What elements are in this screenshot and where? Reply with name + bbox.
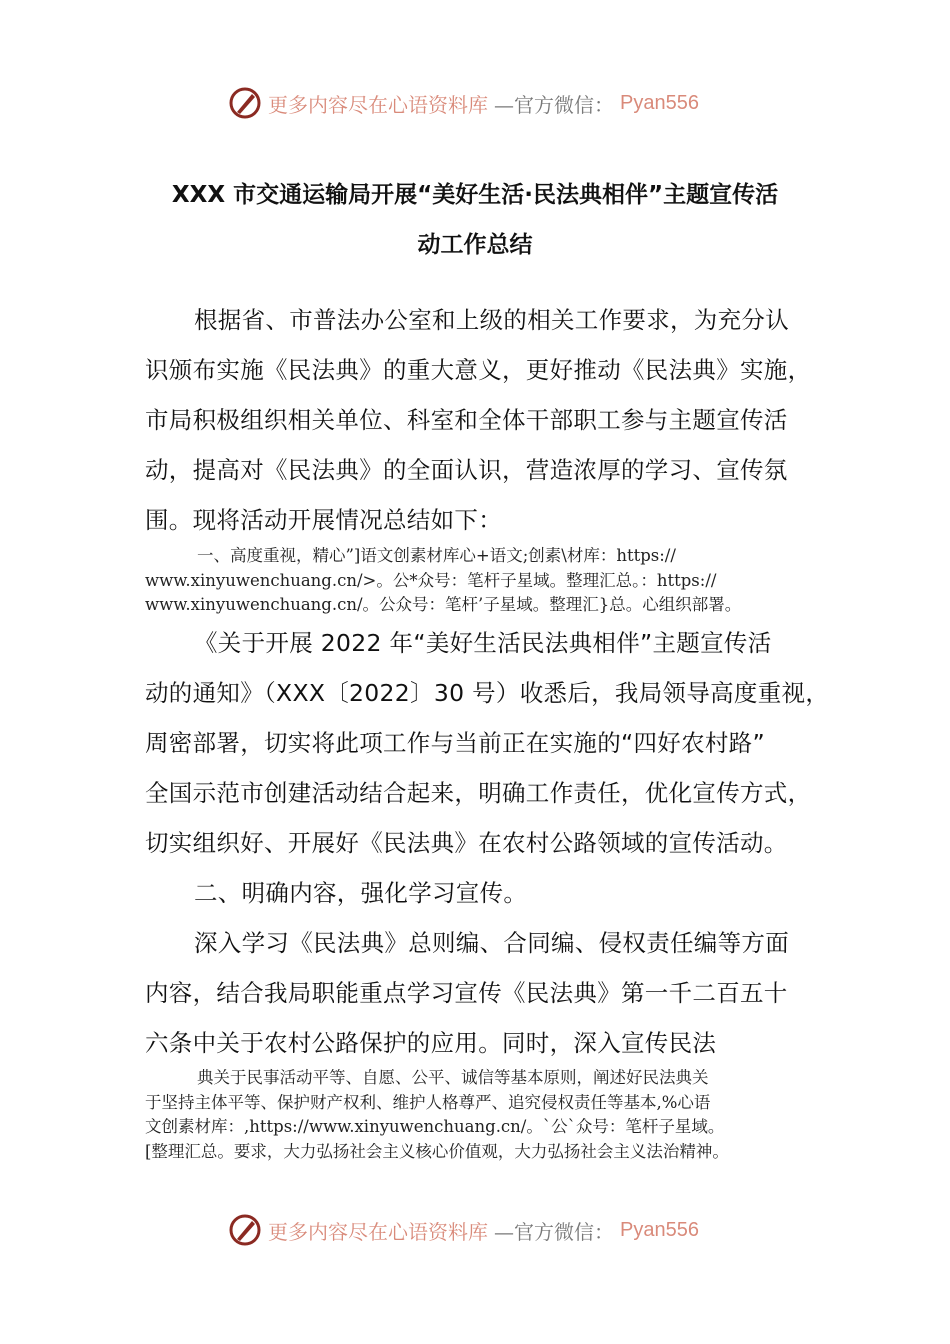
text-line: 根据省、市普法办公室和上级的相关工作要求，为充分认 (194, 306, 789, 334)
watermark-wechat-id: Pyan556 (620, 91, 699, 114)
pen-logo-icon (228, 86, 262, 120)
text-line: 识颁布实施《民法典》的重大意义，更好推动《民法典》实施， (145, 356, 812, 384)
watermark-wechat-label: —官方微信： (494, 1219, 614, 1244)
text-line: 周密部署，切实将此项工作与当前正在实施的“四好农村路” (145, 729, 765, 757)
text-line: 深入学习《民法典》总则编、合同编、侵权责任编等方面 (194, 929, 789, 957)
section-heading-2: 二、明确内容，强化学习宣传。 (194, 879, 528, 907)
text-line: 市局积极组织相关单位、科室和全体干部职工参与主题宣传活 (145, 406, 788, 434)
title-line: XXX 市交通运输局开展“美好生活·民法典相伴”主题宣传活 (171, 182, 779, 208)
watermark-text: 更多内容尽在心语资料库 (268, 92, 488, 117)
text-line: 六条中关于农村公路保护的应用。同时，深入宣传民法 (145, 1029, 717, 1057)
text-line: 全国示范市创建活动结合起来，明确工作责任，优化宣传方式， (145, 779, 812, 807)
footer-watermark (228, 1210, 699, 1250)
watermark-wechat-label: —官方微信： (494, 92, 614, 117)
text-line: 一、高度重视，精心”]语文创素材库心+语文;创素\材库：https:// (197, 546, 676, 565)
text-line: 动的通知》（XXX〔2022〕30 号）收悉后，我局领导高度重视， (145, 679, 830, 707)
header-watermark (228, 83, 699, 123)
title-line: 动工作总结 (417, 232, 533, 258)
paragraph-intro (145, 295, 835, 545)
small-paragraph-2 (145, 1066, 835, 1164)
text-line: 文创素材库：,https://www.xinyuwenchuang.cn/。`公`众号：笔杆子星域。 (145, 1117, 725, 1136)
pen-logo-icon (228, 1213, 262, 1247)
watermark-text: 更多内容尽在心语资料库 (268, 1219, 488, 1244)
watermark-wechat-id: Pyan556 (620, 1218, 699, 1241)
paragraph-notice (145, 618, 835, 1068)
document-title (0, 170, 950, 270)
text-line: 动，提高对《民法典》的全面认识，营造浓厚的学习、宣传氛 (145, 456, 788, 484)
text-line: [整理汇总。要求，大力弘扬社会主义核心价值观，大力弘扬社会主义法治精神。 (145, 1141, 729, 1161)
text-line: 切实组织好、开展好《民法典》在农村公路领域的宣传活动。 (145, 829, 788, 857)
text-line: www.xinyuwenchuang.cn/。公众号：笔杆’子星域。整理汇}总。心组织部署。 (145, 595, 742, 614)
text-line: www.xinyuwenchuang.cn/>。公*众号：笔杆子星域。整理汇总。：https:// (145, 570, 717, 590)
text-line: 围。现将活动开展情况总结如下： (145, 506, 502, 534)
text-line: 典关于民事活动平等、自愿、公平、诚信等基本原则，阐述好民法典关 (197, 1068, 709, 1087)
text-line: 于坚持主体平等、保护财产权利、维护人格尊严、追究侵权责任等基本,%心语 (145, 1092, 711, 1112)
text-line: 《关于开展 2022 年“美好生活民法典相伴”主题宣传活 (194, 629, 772, 657)
text-line: 内容，结合我局职能重点学习宣传《民法典》第一千二百五十 (145, 979, 788, 1007)
small-paragraph-1 (145, 544, 835, 618)
